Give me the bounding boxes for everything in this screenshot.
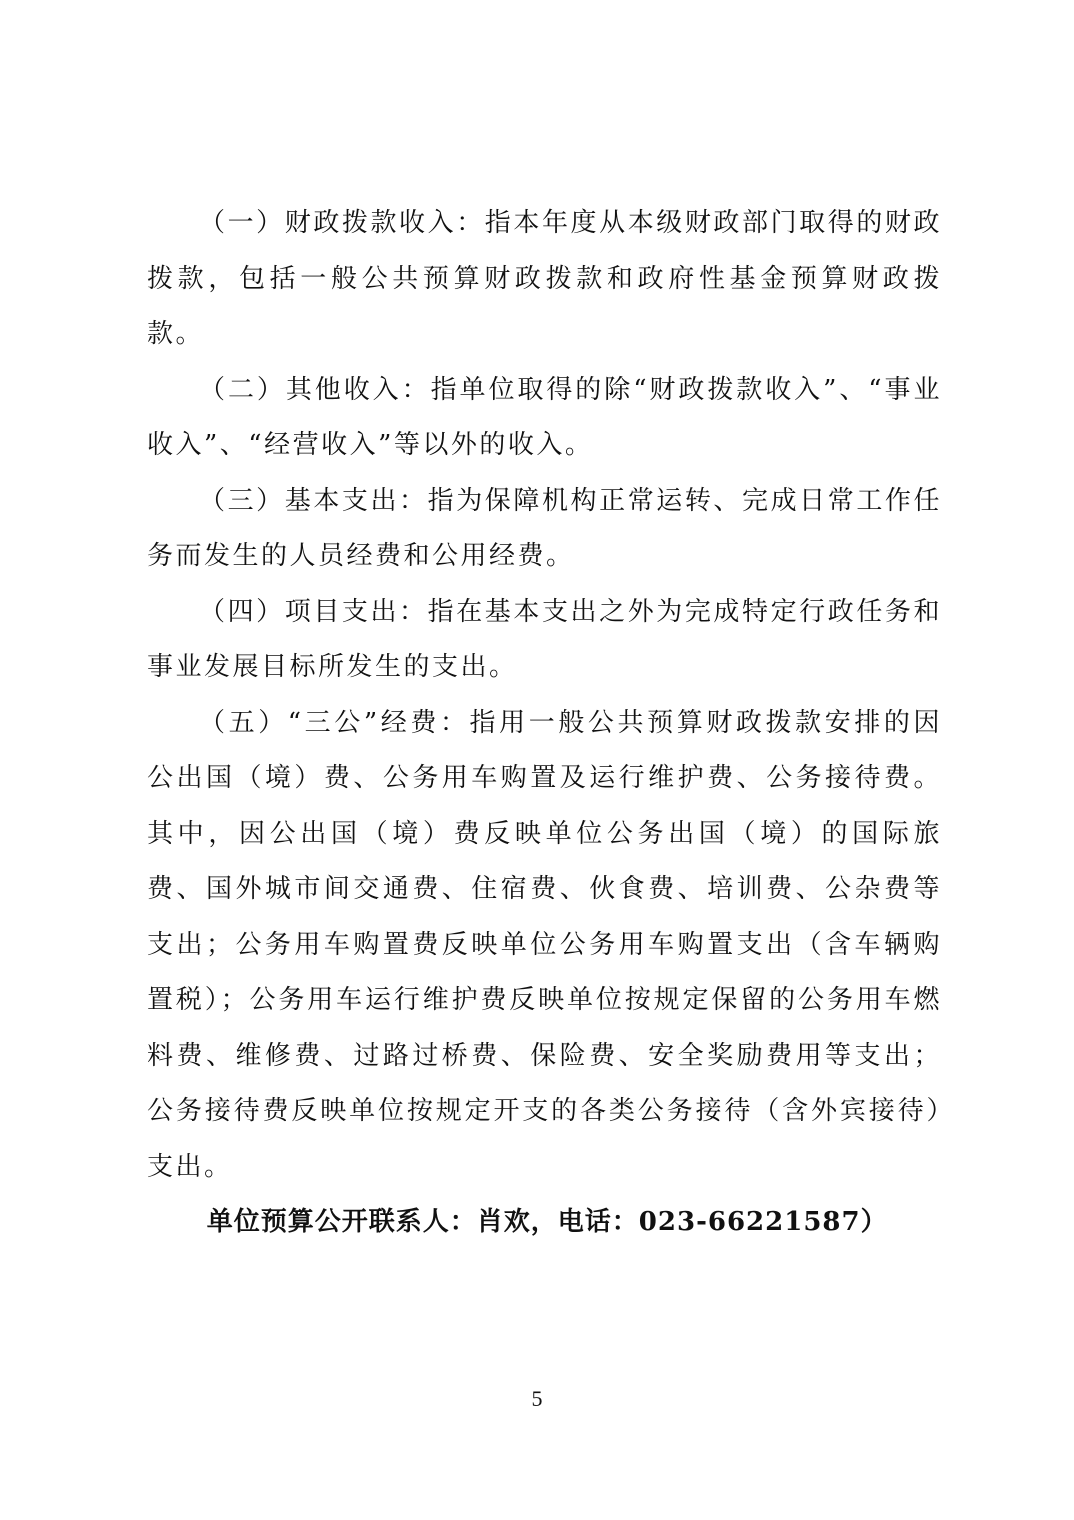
paragraph-project-expenditure: （四）项目支出：指在基本支出之外为完成特定行政任务和事业发展目标所发生的支出。: [147, 596, 942, 682]
paragraph-other-income: （二）其他收入：指单位取得的除“财政拨款收入”、“事业收入”、“经营收入”等以外的收入。: [147, 374, 942, 460]
budget-contact-line: 单位预算公开联系人：肖欢，电话：023-66221587）: [206, 1207, 888, 1237]
page-number: 5: [531, 1386, 543, 1411]
paragraph-basic-expenditure: （三）基本支出：指为保障机构正常运转、完成日常工作任务而发生的人员经费和公用经费。: [147, 485, 942, 571]
document-body: [147, 196, 942, 1251]
paragraph-fiscal-appropriation-income: （一）财政拨款收入：指本年度从本级财政部门取得的财政拨款，包括一般公共预算财政拨款和政府性基金预算财政拨款。: [147, 208, 942, 349]
paragraph-three-public-expenses: （五）“三公”经费：指用一般公共预算财政拨款安排的因公出国（境）费、公务用车购置及运行维护费、公务接待费。其中，因公出国（境）费反映单位公务出国（境）的国际旅费、国外城市间交通费、住宿费、伙食费、培训费、公杂费等支出；公务用车购置费反映单位公务用车购置支出（含车辆购置税）；公务用车运行维护费反映单位按规定保留的公务用车燃料费、维修费、过路过桥费、保险费、安全奖励费用等支出；公务接待费反映单位按规定开支的各类公务接待（含外宾接待）支出。: [147, 707, 942, 1182]
